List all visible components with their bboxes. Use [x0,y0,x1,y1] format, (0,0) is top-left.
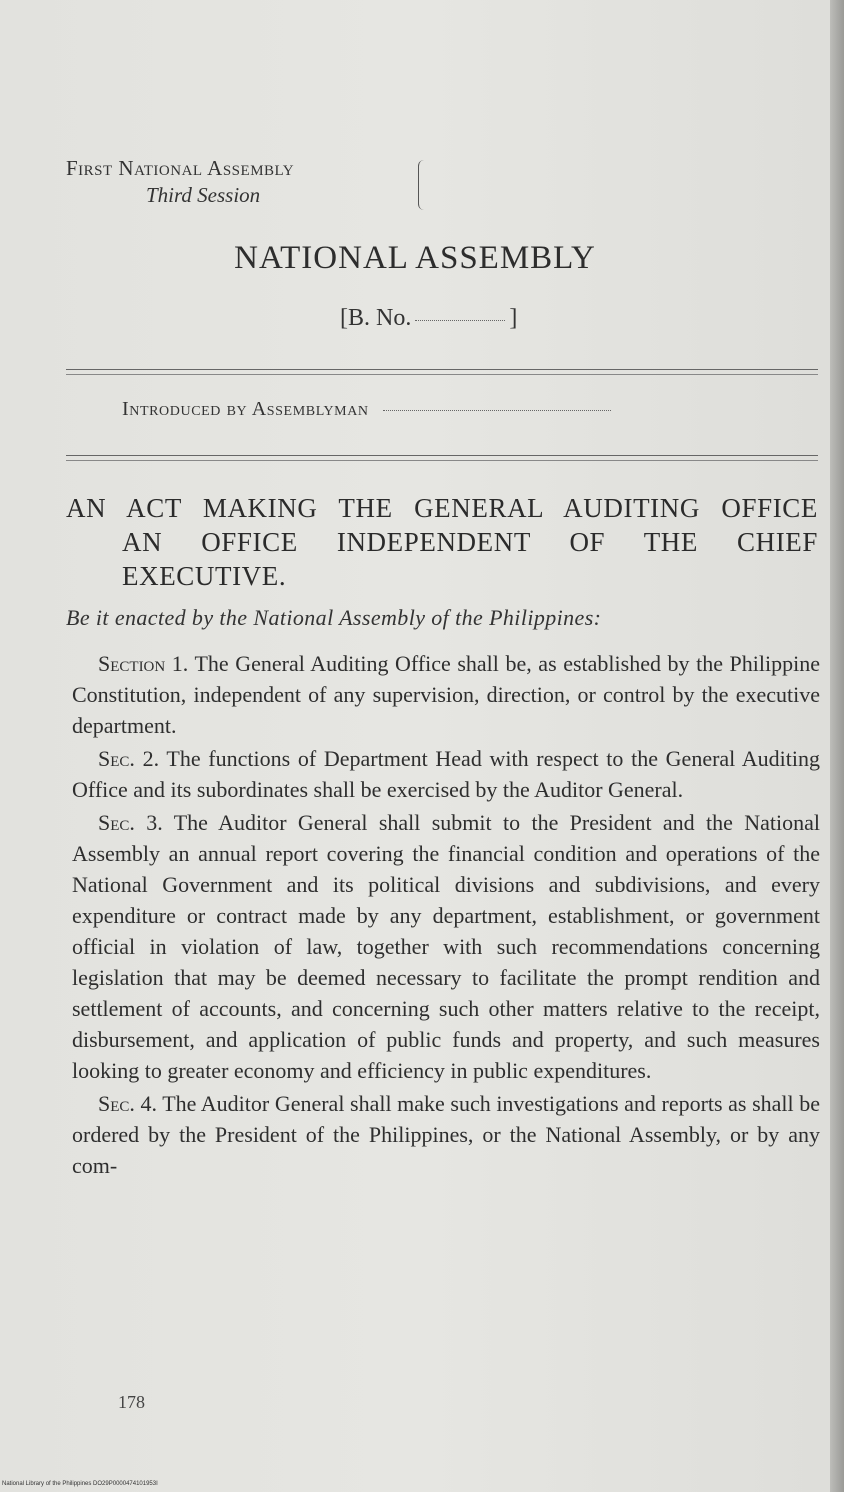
divider-top [66,369,818,370]
section-text: The functions of Department Head with respect to the General Auditing Office and its subordinates shall be exercised by the Auditor General. [72,746,820,802]
introduced-blank [383,410,611,411]
act-title-line-3: EXECUTIVE. [122,561,287,591]
section-label: Sec. 2. [98,746,160,771]
act-title-line-1: AN ACT MAKING THE GENERAL AUDITING OFFICE [66,493,818,523]
page-edge-shadow [830,0,844,1492]
section-text: The Auditor General shall submit to the President and the National Assembly an annual report covering the financial condition and operations of the National Government and its political divisions and subdivisions, and every expenditure or contract made by any department, establishment, or government official in violation of law, together with such recommendations concerning legislation that may be deemed necessary to facilitate the prompt rendition and settlement of accounts, and concerning such other matters relative to the receipt, disbursement, and application of public funds and property, and such measures looking to greater economy and efficiency in public expenditures. [72,810,821,1083]
assembly-header [66,156,294,208]
section-paragraph [72,648,820,741]
assembly-name: First National Assembly [66,156,295,180]
section-label: Section 1. [98,651,189,676]
page-number: 178 [118,1392,145,1412]
bill-number-suffix: ] [509,305,518,331]
brace-decoration [418,160,425,210]
introduced-by [122,398,611,421]
enacting-clause: Be it enacted by the National Assembly of the Philippines: [66,605,602,630]
bill-number [340,305,517,332]
section-paragraph [72,1088,820,1181]
divider-bottom [66,455,818,456]
divider-bottom-second [66,460,818,461]
document-title: NATIONAL ASSEMBLY [234,240,596,276]
section-label: Sec. 3. [98,810,163,835]
section-label: Sec. 4. [98,1091,157,1116]
section-paragraph [72,807,820,1086]
scan-credit: National Library of the Philippines DO29P0000474101953I [2,1481,158,1487]
introduced-label: Introduced by Assemblyman [122,398,369,420]
act-title [66,491,818,593]
section-text: The Auditor General shall make such investigations and reports as shall be ordered by the President of the Philippines, or the National Assembly, or by any com- [72,1091,820,1178]
act-title-line-2: AN OFFICE INDEPENDENT OF THE CHIEF [122,527,818,557]
session-name: Third Session [146,183,261,207]
section-paragraph [72,743,820,805]
bill-number-prefix: [B. No. [340,305,412,331]
bill-number-blank [415,320,505,321]
divider-top-second [66,374,818,375]
section-text: The General Auditing Office shall be, as established by the Philippine Constitution, independent of any supervision, direction, or control by the executive department. [72,651,820,738]
bill-body [72,648,820,1183]
